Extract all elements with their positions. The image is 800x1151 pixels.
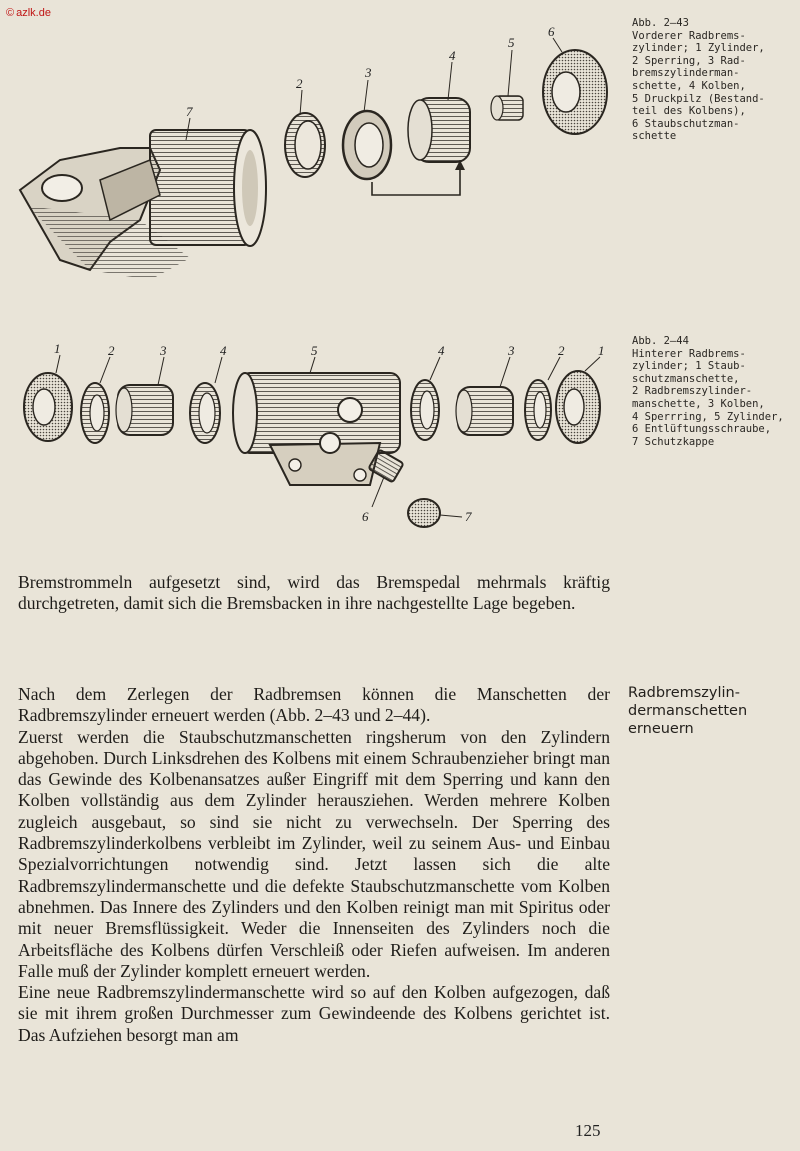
part-right-sperrring <box>411 380 439 440</box>
part-right-kolben <box>456 387 513 435</box>
label-7: 7 <box>465 509 472 524</box>
label-4-left: 4 <box>220 343 227 358</box>
paragraph-main-1: Nach dem Zerlegen der Radbremsen können die Manschetten der Radbremszylinder erneuert werden (Abb. 2–43 und 2–44). <box>18 684 610 726</box>
label-6: 6 <box>362 509 369 524</box>
part-cylinder <box>20 130 266 280</box>
part-left-kolben <box>116 385 173 435</box>
page-number: 125 <box>575 1121 601 1140</box>
label-5: 5 <box>311 343 318 358</box>
label-2-right: 2 <box>558 343 565 358</box>
paragraph-main-2: Zuerst werden die Staubschutzmanschetten ringsherum von den Zylindern abgehoben. Durch Linksdrehen des Kolbens mit einem Schraubenzieher bringt man das Gewinde des Kolbenansatzes außer Eingriff mit dem Sperring und kann den Kolben vollständig aus dem Zylinder herausziehen. Werden mehrere Kolben zugleich ausgebaut, so sind sie nicht zu verwechseln. Der Sperring des Radbremszylinderkolbens verbleibt im Zylinder, weil zu seinem Aus- und Einbau Spezialvorrichtungen notwendig sind. Jetzt lassen sich die alte Radbremszylindermanschette und die defekte Staubschutzmanschette vom Kolben abnehmen. Das Innere des Zylinders und den Kolben reinigt man mit Spiritus oder mit neuer Bremsflüssigkeit. Weder die Innenseiten des Zylinders noch die Arbeitsfläche des Kolbens dürfen Verschleiß oder Riefen aufweisen. Im anderen Falle muß der Zylinder komplett erneuert werden. <box>18 726 610 981</box>
part-right-staubschutz <box>556 371 600 443</box>
label-6: 6 <box>548 24 555 39</box>
label-5: 5 <box>508 35 515 50</box>
front-cylinder-illustration <box>0 20 620 290</box>
part-right-manschette <box>525 380 551 440</box>
part-left-sperrring <box>190 383 220 443</box>
label-2: 2 <box>296 76 303 91</box>
part-kolben <box>408 98 470 162</box>
part-manschette <box>343 111 391 179</box>
main-text <box>18 684 610 1046</box>
label-3-left: 3 <box>160 343 167 358</box>
part-staubschutzmanschette <box>543 50 607 134</box>
paragraph-intro-text: Bremstrommeln aufgesetzt sind, wird das Bremspedal mehrmals kräftig durchgetreten, damit sich die Bremsbacken in ihre nachgestellte Lage begeben. <box>18 572 610 614</box>
watermark-text: azlk.de <box>16 7 51 19</box>
label-1-left: 1 <box>54 341 61 356</box>
paragraph-main-3: Eine neue Radbremszylindermanschette wird so auf den Kolben aufgezogen, daß sie mit ihrem großen Durchmesser zum Gewindeende des Kolbens gerichtet ist. Das Aufziehen besorgt man am <box>18 982 610 1045</box>
part-druckpilz <box>491 96 523 120</box>
paragraph-intro <box>18 572 610 615</box>
copyright-icon: © <box>6 7 15 19</box>
label-4: 4 <box>449 48 456 63</box>
part-left-staubschutz <box>24 373 72 441</box>
figure-front-wheel-cylinder <box>0 20 620 290</box>
label-7: 7 <box>186 104 193 119</box>
watermark <box>6 7 51 19</box>
label-4-right: 4 <box>438 343 445 358</box>
rear-cylinder-illustration <box>0 335 620 535</box>
label-1-right: 1 <box>598 343 605 358</box>
label-2-left: 2 <box>108 343 115 358</box>
caption-abb-2-44: Abb. 2–44 Hinterer Radbrems- zylinder; 1 Staub- schutzmanschette, 2 Radbremszylinder- manschette, 3 Kolben, 4 Sperrring, 5 Zylinder, 6 Entlüftungsschraube, 7 Schutzkappe <box>632 335 784 448</box>
label-3-right: 3 <box>508 343 515 358</box>
part-left-manschette <box>81 383 109 443</box>
figure-rear-wheel-cylinder <box>0 335 620 535</box>
caption-abb-2-43: Abb. 2–43 Vorderer Radbrems- zylinder; 1 Zylinder, 2 Sperring, 3 Rad- bremszylinderman- schette, 4 Kolben, 5 Druckpilz (Bestand- teil des Kolbens), 6 Staubschutzman- schette <box>632 17 765 143</box>
label-3: 3 <box>365 65 372 80</box>
marginal-heading: Radbremszylin- dermanschetten erneuern <box>628 685 748 737</box>
part-sperring <box>285 113 325 177</box>
part-schutzkappe <box>408 499 440 527</box>
